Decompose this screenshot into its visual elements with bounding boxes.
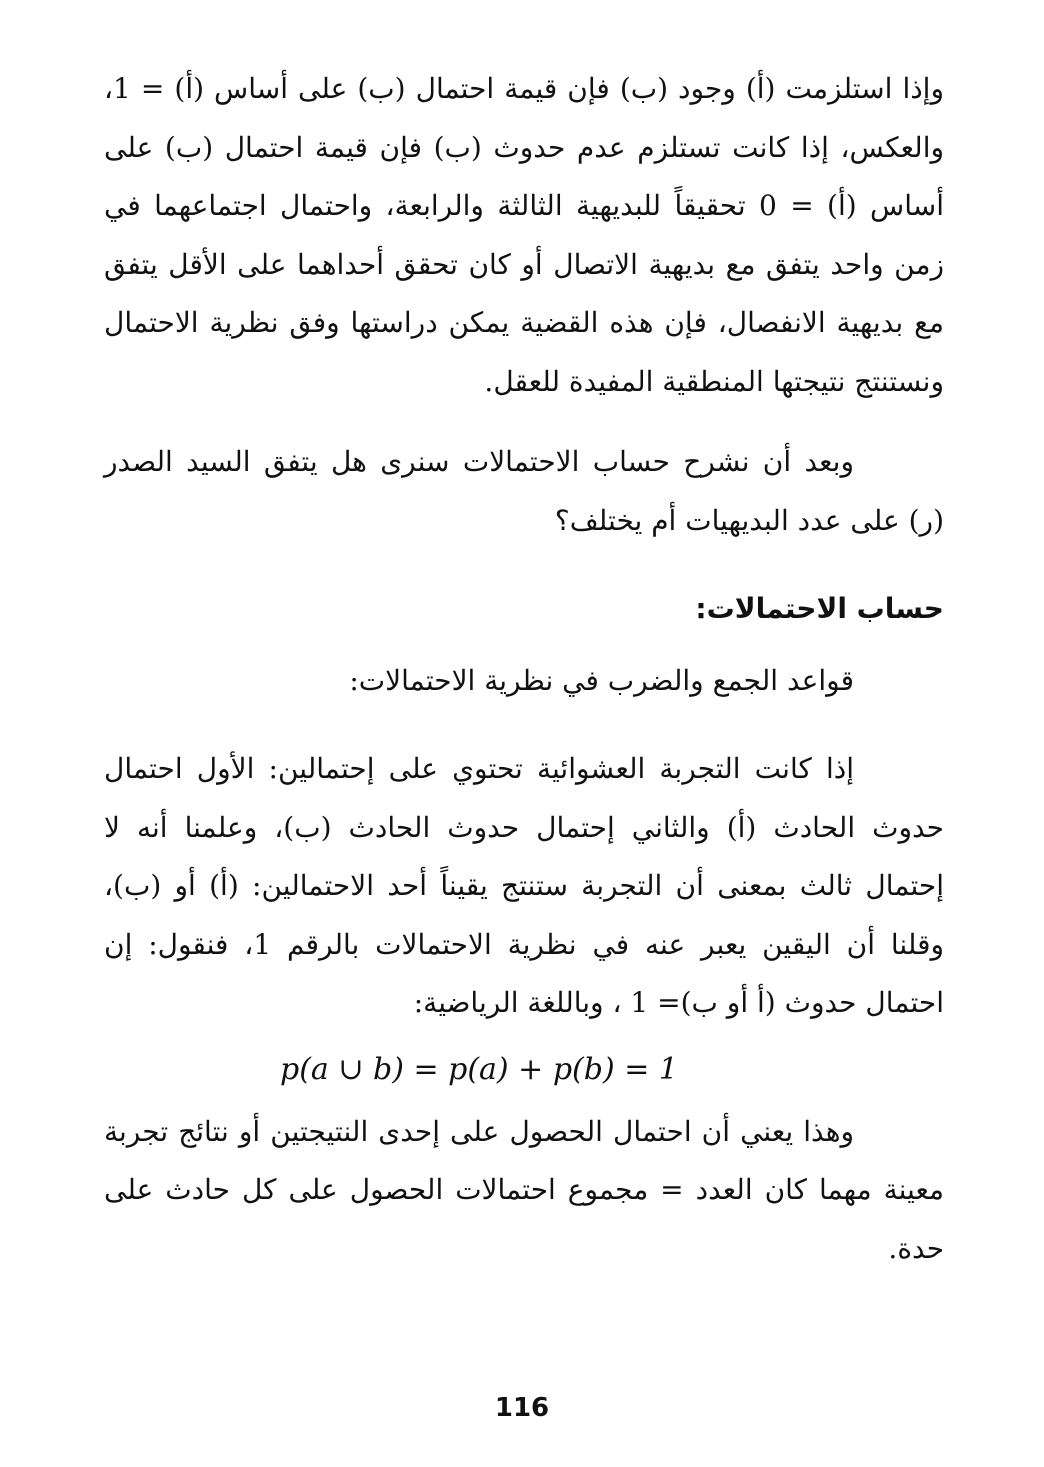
math-formula: p(a ∪ b) = p(a) + p(b) = 1 xyxy=(280,1051,678,1087)
page-content xyxy=(104,60,944,1278)
paragraph-sadr-axioms: وبعد أن نشرح حساب الاحتمالات سنرى هل يتفق السيد الصدر (ر) على عدد البديهيات أم يختلف؟ xyxy=(104,445,944,537)
subsection-heading: قواعد الجمع والضرب في نظرية الاحتمالات: xyxy=(349,664,854,697)
paragraph-sum-of-probabilities: وهذا يعني أن احتمال الحصول على إحدى النتيجتين أو نتائج تجربة معينة مهما كان العدد = مجموع احتمالات الحصول على كل حادث على حدة. xyxy=(104,1114,944,1265)
paragraph-probability-axioms: وإذا استلزمت (أ) وجود (ب) فإن قيمة احتمال (ب) على أساس (أ) = 1، والعكس، إذا كانت تستلزم عدم حدوث (ب) فإن قيمة احتمال (ب) على أساس (أ) = 0 تحقيقاً للبديهية الثالثة والرابعة، واحتمال اجتماعهما في زمن واحد يتفق مع بديهية الاتصال أو كان تحقق أحداهما على الأقل يتفق مع بديهية الانفصال، فإن هذه القضية يمكن دراستها وفق نظرية الاحتمال ونستنتج نتيجتها المنطقية المفيدة للعقل. xyxy=(104,72,944,398)
section-heading: حساب الاحتمالات: xyxy=(695,592,944,625)
page-number: 116 xyxy=(494,1393,550,1423)
paragraph-addition-rule: إذا كانت التجربة العشوائية تحتوي على إحتمالين: الأول احتمال حدوث الحادث (أ) والثاني إحتمال حدوث الحادث (ب)، وعلمنا أنه لا إحتمال ثالث بمعنى أن التجربة ستنتج يقيناً أحد الاحتمالين: (أ) أو (ب)، وقلنا أن اليقين يعبر عنه في نظرية الاحتمالات بالرقم 1، فنقول: إن احتمال حدوث (أ أو ب)= 1 ، وباللغة الرياضية: xyxy=(104,752,944,1019)
